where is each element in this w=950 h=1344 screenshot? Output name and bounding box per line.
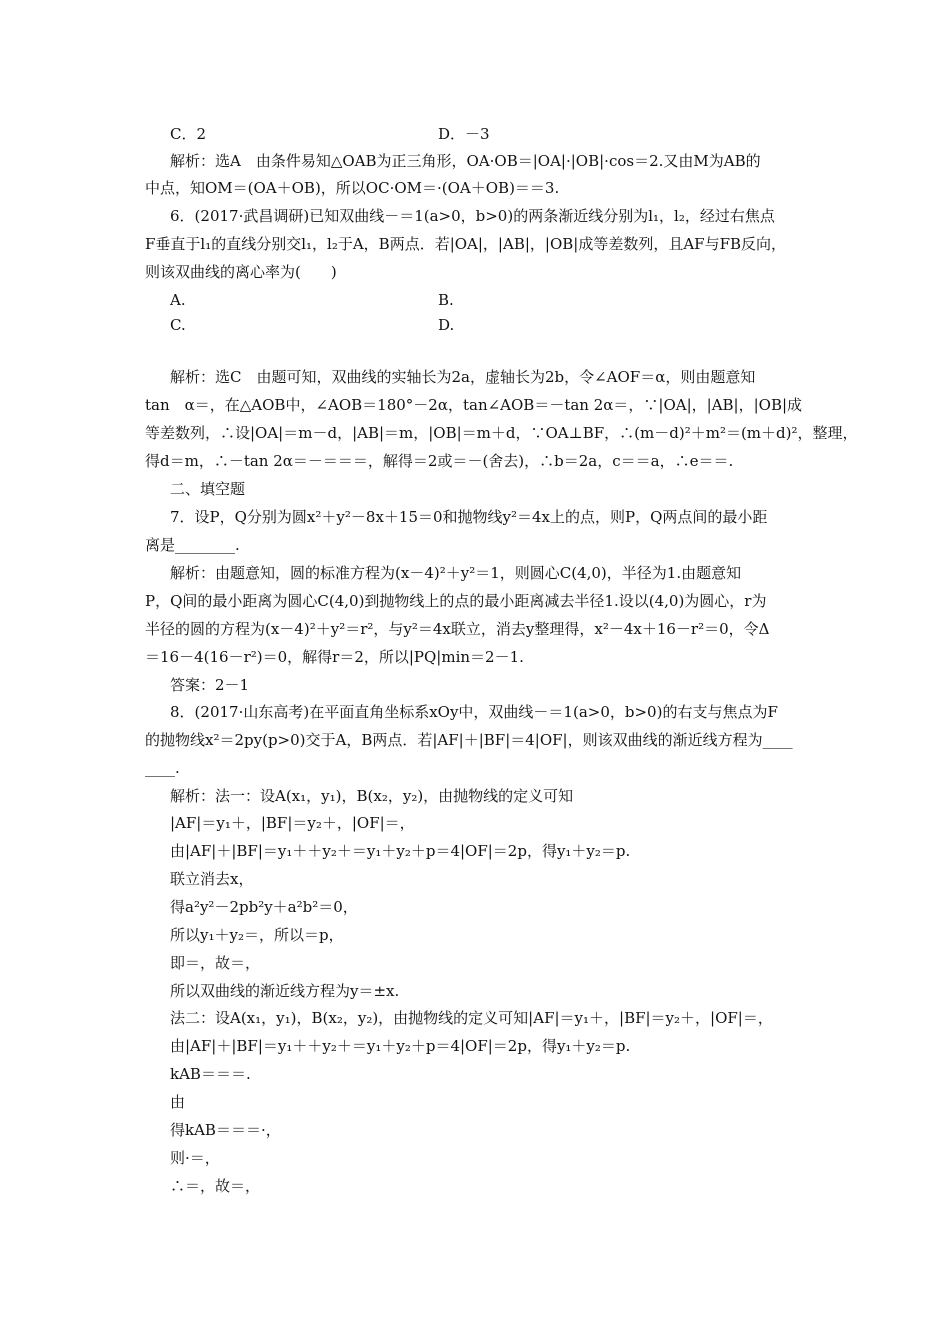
solution-8-line-11: kAB＝＝＝. [170,1065,251,1083]
solution-7-line-3: 半径的圆的方程为(x－4)²＋y²＝r²，与y²＝4x联立，消去y整理得，x²－4x＋16－r²＝0，令Δ [145,620,770,638]
solution-8-line-9: 法二：设A(x₁，y₁)，B(x₂，y₂)，由抛物线的定义可知|AF|＝y₁＋，|BF|＝y₂＋，|OF|＝， [170,1009,773,1027]
solution-8-line-15: ∴＝，故＝， [170,1177,261,1195]
solution-8-line-12: 由 [170,1093,186,1111]
solution-6-line-4: 得d＝m，∴－tan 2α＝－＝＝＝，解得＝2或＝－(舍去)，∴b＝2a，c＝＝a，∴e＝＝. [145,452,734,470]
question-6-line-1: 6．(2017·武昌调研)已知双曲线－＝1(a>0，b>0)的两条渐近线分别为l₁，l₂，经过右焦点 [170,207,775,225]
option-c: C．2 [170,125,207,143]
options-ab-line [170,290,454,310]
solution-6-line-1: 解析：选C 由题可知，双曲线的实轴长为2a，虚轴长为2b，令∠AOF＝α，则由题意知 [170,368,756,386]
option-d-6: D. [438,316,455,334]
solution-7-line-1: 解析：由题意知，圆的标准方程为(x－4)²＋y²＝1，则圆心C(4,0)，半径为1.由题意知 [170,564,742,582]
solution-8-line-7: 即＝，故＝， [170,954,261,972]
solution-8-line-3: 由|AF|＋|BF|＝y₁＋＋y₂＋＝y₁＋y₂＋p＝4|OF|＝2p，得y₁＋y₂＝p. [170,842,631,860]
question-7-line-2: 离是________. [145,536,240,554]
solution-8-line-10: 由|AF|＋|BF|＝y₁＋＋y₂＋＝y₁＋y₂＋p＝4|OF|＝2p，得y₁＋y₂＝p. [170,1037,631,1055]
question-8-line-2: 的抛物线x²＝2py(p>0)交于A，B两点．若|AF|＋|BF|＝4|OF|，则该双曲线的渐近线方程为____ [145,731,793,749]
solution-8-line-5: 得a²y²－2pb²y＋a²b²＝0， [170,898,358,916]
solution-7-line-2: P，Q间的最小距离为圆心C(4,0)到抛物线上的点的最小距离减去半径1.设以(4,0)为圆心，r为 [145,592,767,610]
options-cd-line [170,315,455,335]
solution-8-line-8: 所以双曲线的渐近线方程为y＝±x. [170,982,400,1000]
solution-6-line-2: tan α＝，在△AOB中，∠AOB＝180°－2α，tan∠AOB＝－tan 2α＝，∵|OA|，|AB|，|OB|成 [145,396,803,414]
question-8-line-3: ____. [145,759,180,777]
answer-7: 答案：2－1 [170,676,250,694]
solution-5-line-1: 解析：选A 由条件易知△OAB为正三角形，OA·OB＝|OA|·|OB|·cos＝2.又由M为AB的 [170,152,761,170]
solution-5-line-2: 中点，知OM＝(OA＋OB)，所以OC·OM＝·(OA＋OB)＝＝3. [145,179,560,197]
question-6-line-2: F垂直于l₁的直线分别交l₁，l₂于A，B两点．若|OA|，|AB|，|OB|成等差数列，且AF与FB反向， [145,235,786,253]
solution-8-line-14: 则·＝， [170,1149,220,1167]
option-b: B. [438,291,454,309]
solution-7-line-4: ＝16－4(16－r²)＝0，解得r＝2，所以|PQ|min＝2－1. [145,648,524,666]
solution-8-line-4: 联立消去x， [170,870,254,888]
section-heading: 二、填空题 [170,480,246,498]
question-7-line-1: 7．设P，Q分别为圆x²＋y²－8x＋15＝0和抛物线y²＝4x上的点，则P，Q两点间的最小距 [170,508,768,526]
solution-8-line-2: |AF|＝y₁＋，|BF|＝y₂＋，|OF|＝， [170,814,415,832]
option-c-6: C. [170,316,186,334]
solution-8-line-1: 解析：法一：设A(x₁，y₁)，B(x₂，y₂)，由抛物线的定义可知 [170,787,574,805]
solution-8-line-6: 所以y₁＋y₂＝，所以＝p， [170,926,344,944]
question-6-line-3: 则该双曲线的离心率为( ) [145,263,337,281]
question-8-line-1: 8．(2017·山东高考)在平面直角坐标系xOy中，双曲线－＝1(a>0，b>0)的右支与焦点为F [170,703,778,721]
option-c-line [170,124,490,144]
solution-8-line-13: 得kAB＝＝＝·， [170,1121,281,1139]
solution-6-line-3: 等差数列，∴设|OA|＝m－d，|AB|＝m，|OB|＝m＋d，∵OA⊥BF，∴(m－d)²＋m²＝(m＋d)²，整理， [145,424,858,442]
option-d: D．－3 [438,125,490,143]
option-a: A. [170,291,186,309]
